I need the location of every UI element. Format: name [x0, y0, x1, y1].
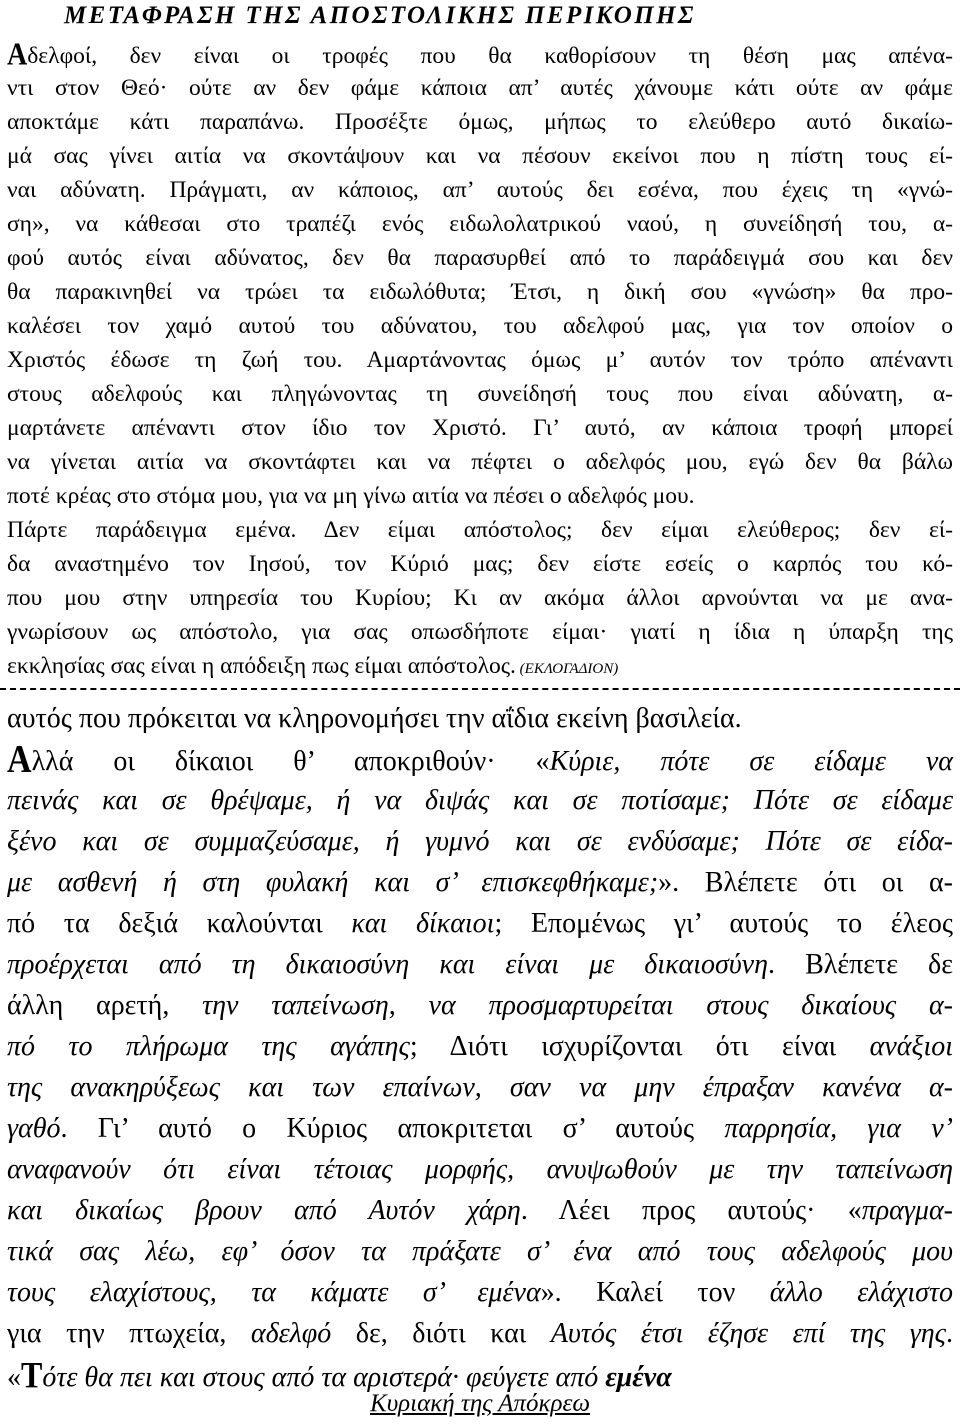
epistle-line	[7, 548, 953, 581]
page-footer-title: Κυριακή της Απόκρεω	[370, 1390, 590, 1417]
sermon-line: τους ελαχίστους, τα κάματε σ’ εμένα». Καλεί τον άλλο ελάχιστο	[7, 1277, 953, 1308]
epistle-line-text: ση», να κάθεσαι στο τραπέζι ενός ειδωλολατρικού ναού, η συνείδησή του, α-	[7, 211, 953, 237]
sermon-line: Αλλά οι δίκαιοι θ’ αποκριθούν· «Κύριε, πότε σε είδαμε να	[7, 739, 953, 783]
epistle-line	[7, 344, 953, 377]
epistle-line	[7, 514, 953, 547]
epistle-line	[7, 140, 953, 173]
sermon-line: ξένο και σε συμμαζεύσαμε, ή γυμνό και σε ενδύσαμε; Πότε σε είδα-	[7, 826, 953, 857]
epistle-line	[7, 72, 953, 105]
epistle-line-text: μά σας γίνει αιτία να σκοντάψουν και να πέσουν εκείνοι που η πίστη τους εί-	[7, 143, 953, 169]
sermon-line: και δικαίως βρουν από Αυτόν χάρη. Λέει προς αυτούς· «πραγμα-	[7, 1195, 953, 1226]
drop-cap: Α	[7, 36, 28, 73]
epistle-line-text: που μου στην υπηρεσία του Κυρίου; Κι αν ακόμα άλλοι αρνούνται να με ανα-	[7, 585, 953, 611]
epistle-line-text: θα παρακινηθεί να τρώει τα ειδωλόθυτα; Έτσι, η δική σου «γνώση» θα προ-	[7, 279, 953, 305]
sermon-line: προέρχεται από τη δικαιοσύνη και είναι με δικαιοσύνη. Βλέπετε δε	[7, 949, 953, 980]
sermon-line: για την πτωχεία, αδελφό δε, διότι και Αυτός έτσι έζησε επί της γης.	[7, 1318, 954, 1349]
epistle-line	[7, 106, 953, 139]
epistle-line	[7, 616, 953, 649]
epistle-line	[7, 310, 953, 343]
sermon-line: γαθό. Γι’ αυτό ο Κύριος αποκριτεται σ’ αυτούς παρρησία, για ν’	[7, 1113, 953, 1144]
epistle-line	[7, 276, 953, 309]
sermon-line: αναφανούν ότι είναι τέτοιας μορφής, ανυψωθούν με την ταπείνωση	[7, 1154, 953, 1185]
sermon-line: τικά σας λέω, εφ’ όσον τα πράξατε σ’ ένα από τους αδελφούς μου	[7, 1236, 953, 1267]
epistle-line-text: ποτέ κρέας στο στόμα μου, για να μη γίνω αιτία να πέσει ο αδελφός μου.	[7, 483, 695, 509]
epistle-line-text: εκκλησίας σας είναι η απόδειξη πως είμαι απόστολος.	[7, 653, 516, 679]
epistle-line	[7, 650, 953, 686]
epistle-line	[7, 582, 953, 615]
sermon-line: πεινάς και σε θρέψαμε, ή να διψάς και σε ποτίσαμε; Πότε σε είδαμε	[7, 785, 953, 816]
sermon-line: πό το πλήρωμα της αγάπης; Διότι ισχυρίζονται ότι είναι ανάξιοι	[7, 1031, 953, 1062]
epistle-line-text: στους αδελφούς και πληγώνοντας τη συνείδησή τους που είναι αδύνατη, α-	[7, 381, 953, 407]
epistle-line-text: δελφοί, δεν είναι οι τροφές που θα καθορίσουν τη θέση μας απένα-	[27, 43, 953, 69]
sermon-line: άλλη αρετή, την ταπείνωση, να προσμαρτυρείται στους δικαίους α-	[7, 990, 954, 1021]
sermon-line: με ασθενή ή στη φυλακή και σ’ επισκεφθήκαμε;». Βλέπετε ότι οι α-	[7, 867, 953, 898]
epistle-line-text: αποκτάμε κάτι παραπάνω. Προσέξτε όμως, μήπως το ελεύθερο αυτό δικαίω-	[7, 109, 953, 135]
sermon-line: αυτός που πρόκειται να κληρονομήσει την αΐδια εκείνη βασιλεία.	[7, 703, 742, 734]
epistle-line	[7, 174, 953, 207]
epistle-line-text: να γίνεται αιτία να σκοντάφτει και να πέφτει ο αδελφός μου, εγώ δεν θα βάλω	[7, 449, 953, 475]
epistle-line-text: δα αναστημένο τον Ιησού, τον Κύριό μας; δεν είστε εσείς ο καρπός του κό-	[7, 551, 953, 577]
sermon-line: της ανακηρύξεως και των επαίνων, σαν να μην έπραξαν κανένα α-	[7, 1072, 953, 1103]
epistle-line-text: φού αυτός είναι αδύνατος, δεν θα παρασυρθεί από το παράδειγμά σου και δεν	[7, 245, 953, 271]
sermon-line: «Τότε θα πει και στους από τα αριστερά· φεύγετε από εμένα	[7, 1354, 953, 1399]
epistle-line	[7, 242, 953, 275]
epistle-line-text: μαρτάνετε απέναντι στον ίδιο τον Χριστό. Γι’ αυτό, αν κάποια τροφή μπορεί	[7, 415, 953, 441]
epistle-line-text: ναι αδύνατη. Πράγματι, αν κάποιος, απ’ αυτούς δει εσένα, που έχεις τη «γνώ-	[7, 177, 953, 203]
section-divider	[0, 688, 960, 690]
epistle-line	[7, 208, 953, 241]
epistle-line	[7, 412, 953, 445]
sermon-line: πό τα δεξιά καλούνται και δίκαιοι; Επομένως γι’ αυτούς το έλεος	[7, 908, 953, 939]
epistle-line-text: ντι στον Θεό· ούτε αν δεν φάμε κάποια απ’ αυτές χάνουμε κάτι ούτε αν φάμε	[7, 75, 953, 101]
epistle-line-text: Χριστός έδωσε τη ζωή του. Αμαρτάνοντας όμως μ’ αυτόν τον τρόπο απέναντι	[7, 347, 953, 373]
drop-cap: Α	[7, 738, 32, 781]
epistle-line-text: γνωρίσουν ως απόστολο, για σας οπωσδήποτε είμαι· γιατί η ίδια η ύπαρξη της	[7, 619, 953, 645]
page-title: ΜΕΤΑΦΡΑΣΗ ΤΗΣ ΑΠΟΣΤΟΛΙΚΗΣ ΠΕΡΙΚΟΠΗΣ	[64, 2, 696, 29]
epistle-line	[7, 38, 953, 73]
source-note: (ΕΚΛΟΓΑΔΙΟΝ)	[515, 661, 619, 677]
drop-cap: Τ	[21, 1354, 43, 1396]
epistle-line	[7, 378, 953, 411]
epistle-line-text: Πάρτε παράδειγμα εμένα. Δεν είμαι απόστολος; δεν είμαι ελεύθερος; δεν εί-	[7, 517, 953, 543]
epistle-line-text: καλέσει τον χαμό αυτού του αδύνατου, του αδελφού μας, για τον οποίον ο	[7, 313, 953, 339]
epistle-line	[7, 446, 953, 479]
epistle-line	[7, 480, 953, 513]
